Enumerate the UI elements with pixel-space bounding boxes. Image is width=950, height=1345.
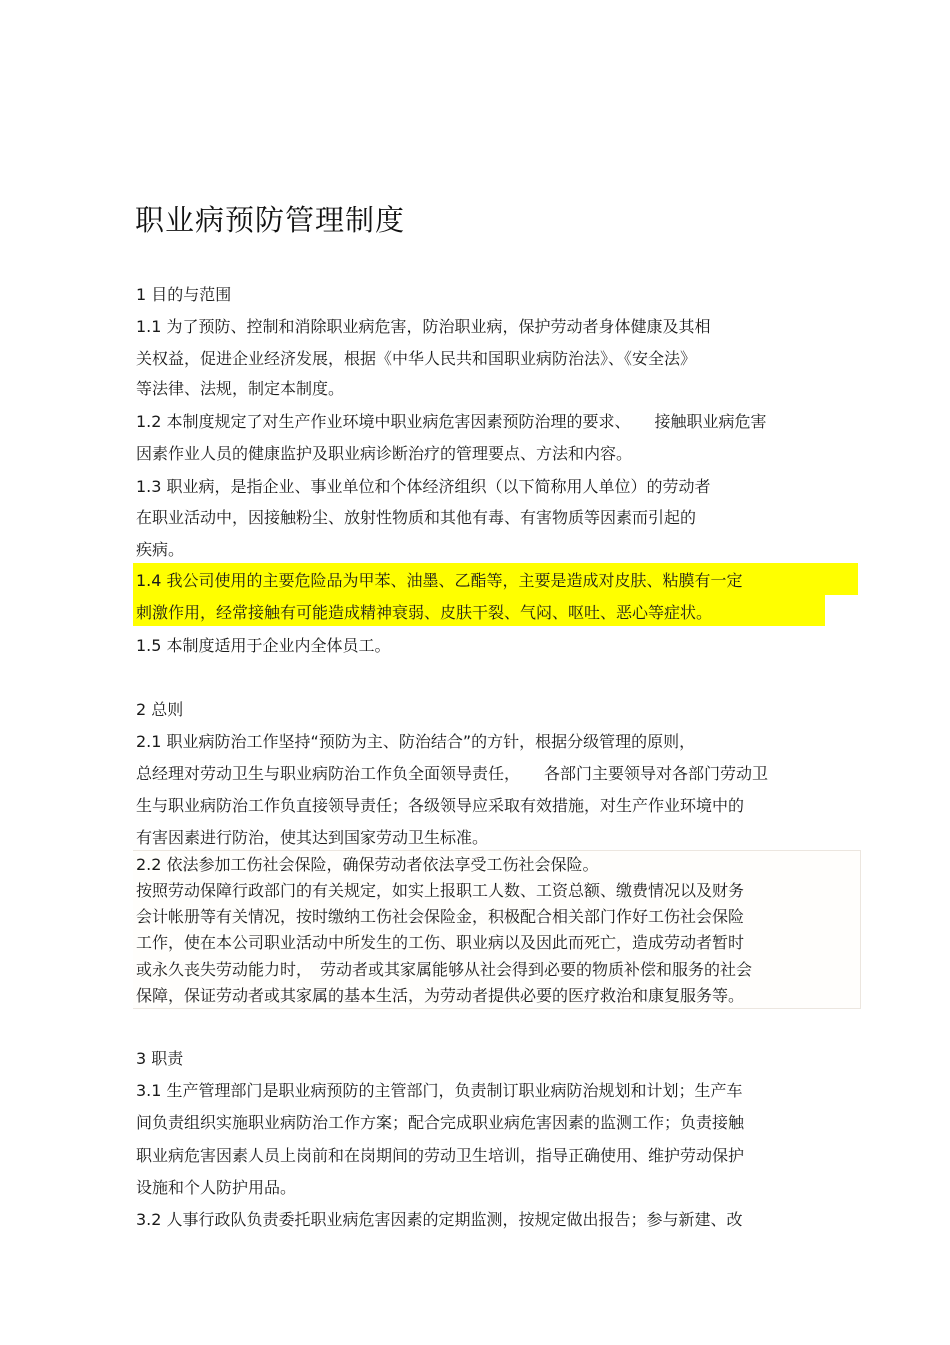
paragraph-line: 设施和个人防护用品。 — [136, 1178, 297, 1197]
section-1-heading: 1 目的与范围 — [136, 285, 232, 304]
document-title: 职业病预防管理制度 — [135, 203, 406, 237]
paragraph-line: 1.1 为了预防、控制和消除职业病危害，防治职业病，保护劳动者身体健康及其相 — [136, 317, 711, 336]
paragraph-line: 会计帐册等有关情况，按时缴纳工伤社会保险金，积极配合相关部门作好工伤社会保险 — [136, 907, 745, 926]
highlighted-line: 1.4 我公司使用的主要危险品为甲苯、油墨、乙酯等，主要是造成对皮肤、粘膜有一定 — [136, 571, 743, 590]
paragraph-line: 1.2 本制度规定了对生产作业环境中职业病危害因素预防治理的要求、 接触职业病危害 — [136, 412, 767, 431]
paragraph-line: 因素作业人员的健康监护及职业病诊断治疗的管理要点、方法和内容。 — [136, 444, 633, 463]
paragraph-line: 总经理对劳动卫生与职业病防治工作负全面领导责任， 各部门主要领导对各部门劳动卫 — [136, 764, 769, 783]
paragraph-line: 关权益，促进企业经济发展，根据《中华人民共和国职业病防治法》、《安全法》 — [136, 349, 697, 368]
paragraph-line: 工作，使在本公司职业活动中所发生的工伤、职业病以及因此而死亡，造成劳动者暂时 — [136, 933, 745, 952]
section-2-heading: 2 总则 — [136, 700, 184, 719]
paragraph-line: 生与职业病防治工作负直接领导责任；各级领导应采取有效措施，对生产作业环境中的 — [136, 796, 745, 815]
paragraph-line: 职业病危害因素人员上岗前和在岗期间的劳动卫生培训，指导正确使用、维护劳动保护 — [136, 1146, 745, 1165]
paragraph-line: 有害因素进行防治，使其达到国家劳动卫生标准。 — [136, 828, 489, 847]
paragraph-line: 按照劳动保障行政部门的有关规定，如实上报职工人数、工资总额、缴费情况以及财务 — [136, 881, 745, 900]
paragraph-line: 2.2 依法参加工伤社会保险，确保劳动者依法享受工伤社会保险。 — [136, 855, 599, 874]
paragraph-line: 或永久丧失劳动能力时， 劳动者或其家属能够从社会得到必要的物质补偿和服务的社会 — [136, 960, 753, 979]
paragraph-line: 保障，保证劳动者或其家属的基本生活，为劳动者提供必要的医疗救治和康复服务等。 — [136, 986, 745, 1005]
paragraph-line: 1.3 职业病，是指企业、事业单位和个体经济组织（以下简称用人单位）的劳动者 — [136, 477, 711, 496]
paragraph-line: 等法律、法规，制定本制度。 — [136, 379, 345, 398]
paragraph-line: 在职业活动中，因接触粉尘、放射性物质和其他有毒、有害物质等因素而引起的 — [136, 508, 697, 527]
section-3-heading: 3 职责 — [136, 1049, 184, 1068]
paragraph-line: 2.1 职业病防治工作坚持“预防为主、防治结合”的方针，根据分级管理的原则， — [136, 732, 696, 751]
paragraph-line: 疾病。 — [136, 540, 185, 559]
paragraph-line: 1.5 本制度适用于企业内全体员工。 — [136, 636, 391, 655]
highlighted-line: 刺激作用，经常接触有可能造成精神衰弱、皮肤干裂、气闷、呕吐、恶心等症状。 — [136, 603, 713, 622]
paragraph-line: 3.1 生产管理部门是职业病预防的主管部门，负责制订职业病防治规划和计划；生产车 — [136, 1081, 743, 1100]
paragraph-line: 间负责组织实施职业病防治工作方案；配合完成职业病危害因素的监测工作；负责接触 — [136, 1113, 745, 1132]
paragraph-line: 3.2 人事行政队负责委托职业病危害因素的定期监测，按规定做出报告；参与新建、改 — [136, 1210, 743, 1229]
